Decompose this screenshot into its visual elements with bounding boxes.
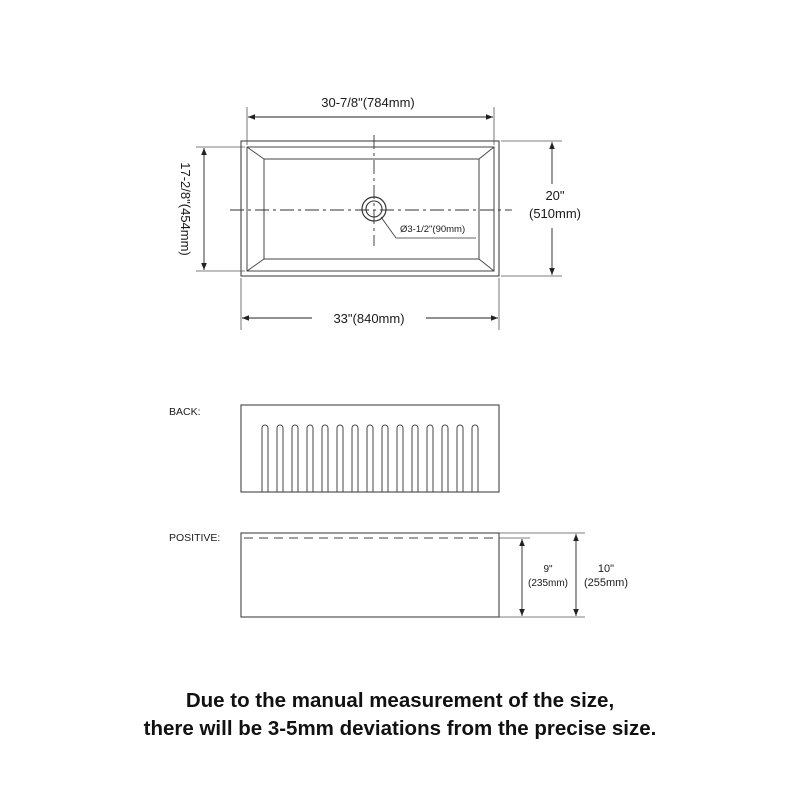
apron-flute bbox=[397, 425, 403, 492]
apron-flute bbox=[457, 425, 463, 492]
outer-height-label: 10" bbox=[597, 563, 615, 575]
basin-corner-line bbox=[247, 259, 264, 271]
inner-height-mm-label: (235mm) bbox=[527, 578, 569, 589]
apron-flutes bbox=[262, 425, 478, 492]
basin-top-edge bbox=[247, 147, 494, 271]
outer-depth-label: 20" bbox=[545, 188, 565, 203]
apron-flute bbox=[307, 425, 313, 492]
apron-flute bbox=[427, 425, 433, 492]
apron-flute bbox=[382, 425, 388, 492]
outer-depth-mm-label: (510mm) bbox=[528, 206, 582, 221]
apron-flute bbox=[322, 425, 328, 492]
basin-corner-line bbox=[479, 259, 494, 271]
note-line-1: Due to the manual measurement of the size, bbox=[185, 689, 615, 712]
note-line-2: there will be 3-5mm deviations from the precise size. bbox=[143, 717, 657, 740]
front-view-label: POSITIVE: bbox=[169, 532, 221, 544]
apron-flute bbox=[367, 425, 373, 492]
apron-flute bbox=[292, 425, 298, 492]
sink-outer-rim bbox=[241, 141, 499, 276]
outer-height-mm-label: (255mm) bbox=[583, 577, 629, 589]
apron-flute bbox=[442, 425, 448, 492]
inner-height-label: 9" bbox=[543, 564, 553, 575]
front-view-outline bbox=[241, 533, 499, 617]
back-view-label: BACK: bbox=[169, 406, 201, 418]
basin-corner-line bbox=[247, 147, 264, 159]
outer-width-label: 33"(840mm) bbox=[333, 311, 405, 326]
apron-flute bbox=[277, 425, 283, 492]
basin-floor bbox=[264, 159, 479, 259]
apron-flute bbox=[352, 425, 358, 492]
apron-flute bbox=[262, 425, 268, 492]
apron-flute bbox=[337, 425, 343, 492]
apron-flute bbox=[412, 425, 418, 492]
basin-corner-line bbox=[479, 147, 494, 159]
inner-width-label: 30-7/8"(784mm) bbox=[321, 95, 415, 110]
inner-depth-label: 17-2/8"(454mm) bbox=[178, 162, 193, 256]
top-view bbox=[196, 107, 565, 330]
back-view-outline bbox=[241, 405, 499, 492]
drain-diameter-label: Ø3-1/2"(90mm) bbox=[400, 224, 466, 235]
apron-flute bbox=[472, 425, 478, 492]
